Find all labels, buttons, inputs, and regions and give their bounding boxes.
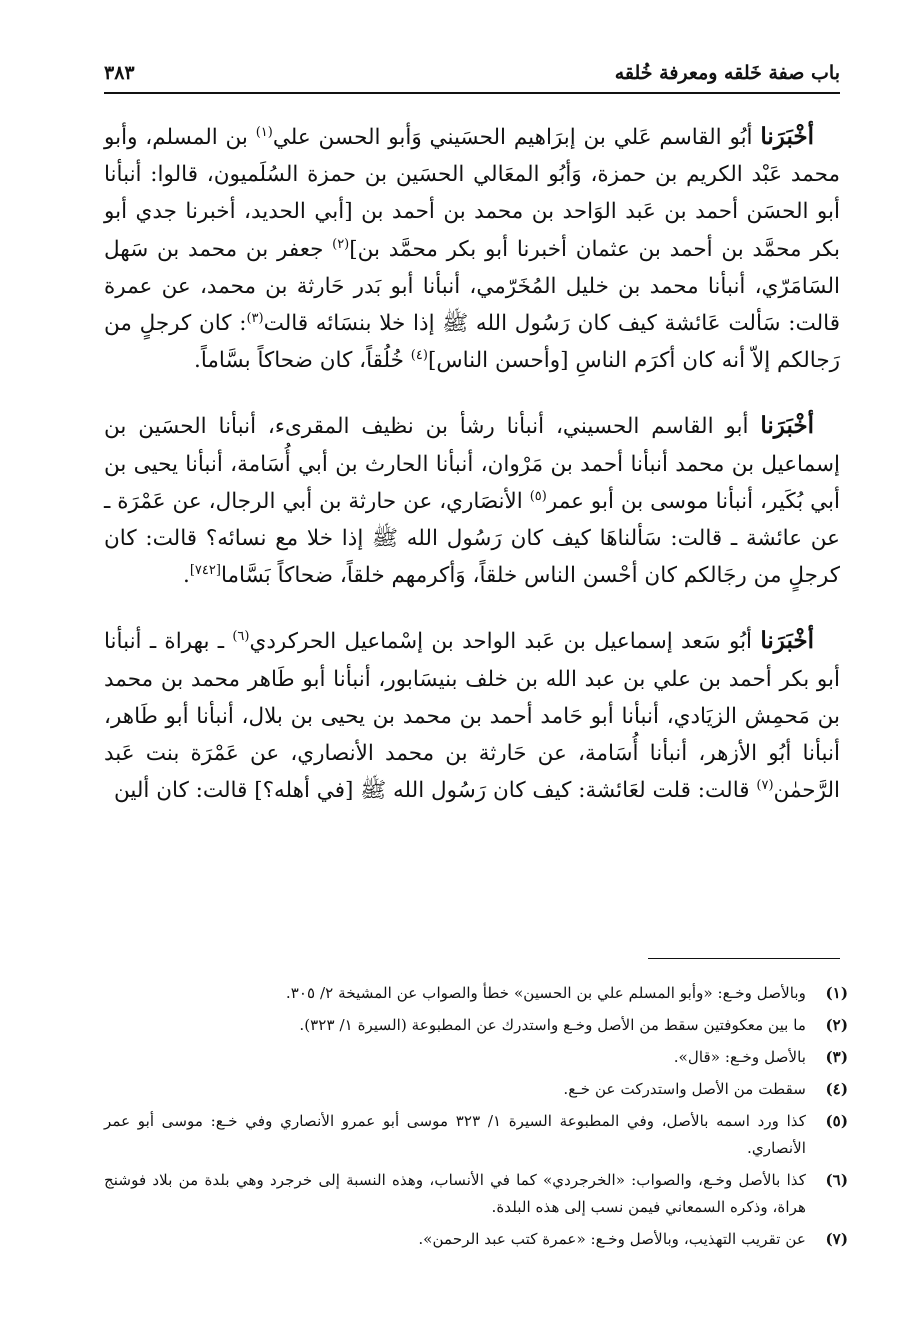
footnote-number: (٢) xyxy=(825,1016,848,1034)
footnote-text: بالأصل وخـع: «قال». xyxy=(673,1048,806,1066)
footnote-ref: [٧٤٢] xyxy=(189,563,221,579)
footnotes xyxy=(104,980,848,1258)
text-segment: : كان كرجلٍ من رَجالكم إلاّ أنه كان أكرَم الناسِ [وأحسن الناس] xyxy=(104,311,840,374)
page-number: ٣٨٣ xyxy=(104,62,135,84)
footnote-text: عن تقريب التهذيب، وبالأصل وخـع: «عمرة كتب عبد الرحمن». xyxy=(418,1230,806,1248)
footnote-number: (٤) xyxy=(825,1080,848,1098)
paragraph-lead-word: أخْبَرَنا xyxy=(760,412,814,440)
footnote-number: (٧) xyxy=(825,1230,848,1248)
paragraph xyxy=(104,407,840,594)
footnote xyxy=(104,1167,848,1221)
footnote-text: سقطت من الأصل واستدركت عن خـع. xyxy=(563,1080,806,1098)
footnote-number: (٥) xyxy=(825,1112,848,1130)
footnote-ref: (٢) xyxy=(332,236,350,252)
text-segment: قالت: قلت لعَائشة: كيف كان رَسُول الله ﷺ [في أهله؟] قالت: كان ألين xyxy=(114,778,757,804)
footnote xyxy=(104,1226,848,1253)
footnote-number: (١) xyxy=(825,984,848,1002)
footnote-text: وبالأصل وخـع: «وأبو المسلم علي بن الحسين» خطأ والصواب عن المشيخة ٢/ ٣٠٥. xyxy=(285,984,806,1002)
header-divider xyxy=(104,92,840,94)
footnote-text: كذا ورد اسمه بالأصل، وفي المطبوعة السيرة ١/ ٣٢٣ موسى أبو عمرو الأنصاري وفي خـع: موسى أبو عمر الأنصاري. xyxy=(104,1112,806,1157)
text-segment: أبُو القاسم عَلي بن إبرَاهيم الحسَيني وَأبو الحسن علي xyxy=(272,125,761,150)
footnote xyxy=(104,980,848,1007)
paragraph xyxy=(104,622,840,809)
footnote xyxy=(104,1012,848,1039)
footnote-ref: (٣) xyxy=(246,310,264,326)
footnote-ref: (١) xyxy=(255,124,273,140)
footnote xyxy=(104,1044,848,1071)
footnote-text: كذا بالأصل وخـع، والصواب: «الخرجردي» كما في الأنساب، وهذه النسبة إلى خرجرد وهي بلدة من بلاد فوشنج هراة، وذكره السمعاني فيمن نسب إلى هذه البلدة. xyxy=(104,1171,806,1216)
paragraph-lead-word: أخْبَرَنا xyxy=(760,627,814,655)
footnote-number: (٦) xyxy=(825,1171,848,1189)
footnote-ref: (٧) xyxy=(756,778,774,794)
text-segment: الأنصَاري، عن حارثة بن أبي الرجال، عن عَمْرَة ـ عن عائشة ـ قالت: سَألناهَا كيف كان رَسُول الله ﷺ إذا خلا مع نسائه؟ قالت: كان كرجلٍ من رجَالكم كان أحْسن الناس خلقاً، وَأكرمهم خلقاً، ضحاكاً بَسَّاما xyxy=(104,488,840,589)
running-header xyxy=(104,55,840,91)
text-segment: . xyxy=(183,563,190,589)
text-segment: أبو القاسم الحسيني، أنبأنا رشأ بن نظيف المقرىء، أنبأنا الحسَين بن إسماعيل بن محمد أنبأنا أحمد بن مَرْوان، أنبأنا الحارث بن أبي أُسَامة، أنبأنا يحيى بن أبي بُكَير، أنبأنا موسى بن أبو عمر xyxy=(104,414,841,514)
footnote-divider xyxy=(648,958,840,959)
chapter-title: باب صفة خَلقه ومعرفة خُلقه xyxy=(614,62,840,84)
text-segment: جعفر بن محمد بن سَهل السَامَرّي، أنبأنا محمد بن خليل المُخَرّمي، أنبأنا أبو بَدر حَارثة بن محمد، عن عمرة قالت: سَألت عَائشة كيف كان رَسُول الله ﷺ إذا خلا بنسَائه قالت xyxy=(104,236,840,337)
main-text xyxy=(104,118,840,837)
footnote-ref: (٥) xyxy=(529,488,547,504)
paragraph-lead-word: أخْبَرَنا xyxy=(760,123,814,150)
footnote-ref: (٤) xyxy=(410,348,428,364)
text-segment: خُلُقاً، كان ضحاكاً بسَّاماً. xyxy=(194,348,411,374)
footnote xyxy=(104,1108,848,1162)
footnote-text: ما بين معكوفتين سقط من الأصل وخـع واستدرك عن المطبوعة (السيرة ١/ ٣٢٣). xyxy=(299,1016,806,1034)
text-segment: أبُو سَعد إسماعيل بن عَبد الواحد بن إسْماعيل الحركردي xyxy=(249,629,761,655)
text-segment: ـ بهراة ـ أنبأنا أبو بكر أحمد بن علي بن عبد الله بن خلف بنيسَابور، أنبأنا أبو طَاهر محمد بن محمد بن مَحمِش الزيَادي، أنبأنا أبو حَامد أحمد بن محمد بن يحيى بن بلال، أنبأنا أبو طَاهر، أنبأنا أبُو الأزهر، أنبأنا أُسَامة، عن حَارثة بن محمد الأنصاري، عن عَمْرَة بنت عَبد الرَّحمٰن xyxy=(104,629,840,804)
footnote-ref: (٦) xyxy=(232,629,250,645)
paragraph xyxy=(104,118,840,379)
footnote xyxy=(104,1076,848,1103)
footnote-number: (٣) xyxy=(825,1048,848,1066)
text-segment: بن المسلم، وأبو محمد عَبْد الكريم بن حمزة، وَأبُو المعَالي الحسَين بن حمزة السُلَميون، قالوا: أنبأنا أبو الحسَن أحمد بن عَبد الوَاحد بن محمد بن أحمد بن [أبي الحديد، أخبرنا جدي أبو بكر محمَّد بن أحمد بن عثمان أخبرنا أبو بكر محمَّد بن] xyxy=(104,125,840,262)
